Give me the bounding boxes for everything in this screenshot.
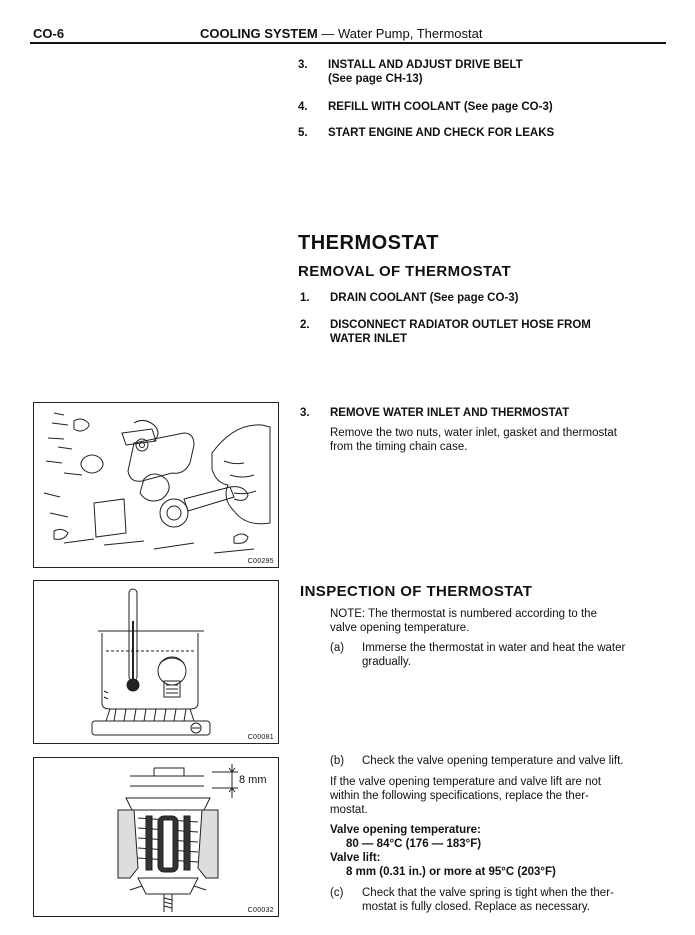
spec-paragraph: If the valve opening temperature and valve lift are not within the following specifications, replace the ther- mostat. [330, 776, 602, 816]
figure-code: C00081 [247, 734, 274, 741]
header-rule [30, 42, 666, 44]
inspection-heading: INSPECTION OF THERMOSTAT [300, 583, 533, 600]
page-title [200, 26, 482, 41]
figure-water-inlet-removal [33, 402, 279, 568]
install-step-5: 5. START ENGINE AND CHECK FOR LEAKS [298, 127, 555, 139]
removal-step-1: 1. DRAIN COOLANT (See page CO-3) [300, 292, 519, 304]
water-inlet-illustration [34, 403, 278, 567]
figure-code: C00032 [247, 907, 274, 914]
heating-illustration [34, 581, 278, 743]
inspection-step-a: (a) Immerse the thermostat in water and heat the water gradually. [330, 642, 626, 668]
removal-step-3: 3. REMOVE WATER INLET AND THERMOSTAT [300, 407, 570, 419]
subsection-title: — Water Pump, Thermostat [321, 26, 483, 41]
spec-temp-label: Valve opening temperature: [330, 824, 481, 836]
spec-temp-value: 80 — 84°C (176 — 183°F) [346, 838, 482, 850]
spec-lift-label: Valve lift: [330, 852, 381, 864]
figure-code: C00295 [247, 558, 274, 565]
inspection-step-b: (b) Check the valve opening temperature and valve lift. [330, 755, 624, 767]
thermostat-heading: THERMOSTAT [298, 232, 439, 254]
section-title: COOLING SYSTEM [200, 26, 318, 41]
lift-dimension-label: 8 mm [239, 774, 267, 786]
inspection-step-c: (c) Check that the valve spring is tight when the ther- mostat is fully closed. Replace as necessary. [330, 887, 614, 913]
spec-lift-value: 8 mm (0.31 in.) or more at 95°C (203°F) [346, 866, 556, 878]
install-step-4: 4. REFILL WITH COOLANT (See page CO-3) [298, 101, 553, 113]
figure-valve-lift [33, 757, 279, 917]
install-step-3: 3. INSTALL AND ADJUST DRIVE BELT (See page CH-13) [298, 59, 523, 85]
removal-step-3-desc: Remove the two nuts, water inlet, gasket and thermostat from the timing chain case. [330, 427, 618, 453]
inspection-note: NOTE: The thermostat is numbered according to the valve opening temperature. [330, 608, 597, 634]
removal-heading: REMOVAL OF THERMOSTAT [298, 263, 512, 280]
removal-step-2: 2. DISCONNECT RADIATOR OUTLET HOSE FROM WATER INLET [300, 319, 591, 345]
figure-thermostat-heating [33, 580, 279, 744]
page-code: CO-6 [33, 26, 65, 41]
